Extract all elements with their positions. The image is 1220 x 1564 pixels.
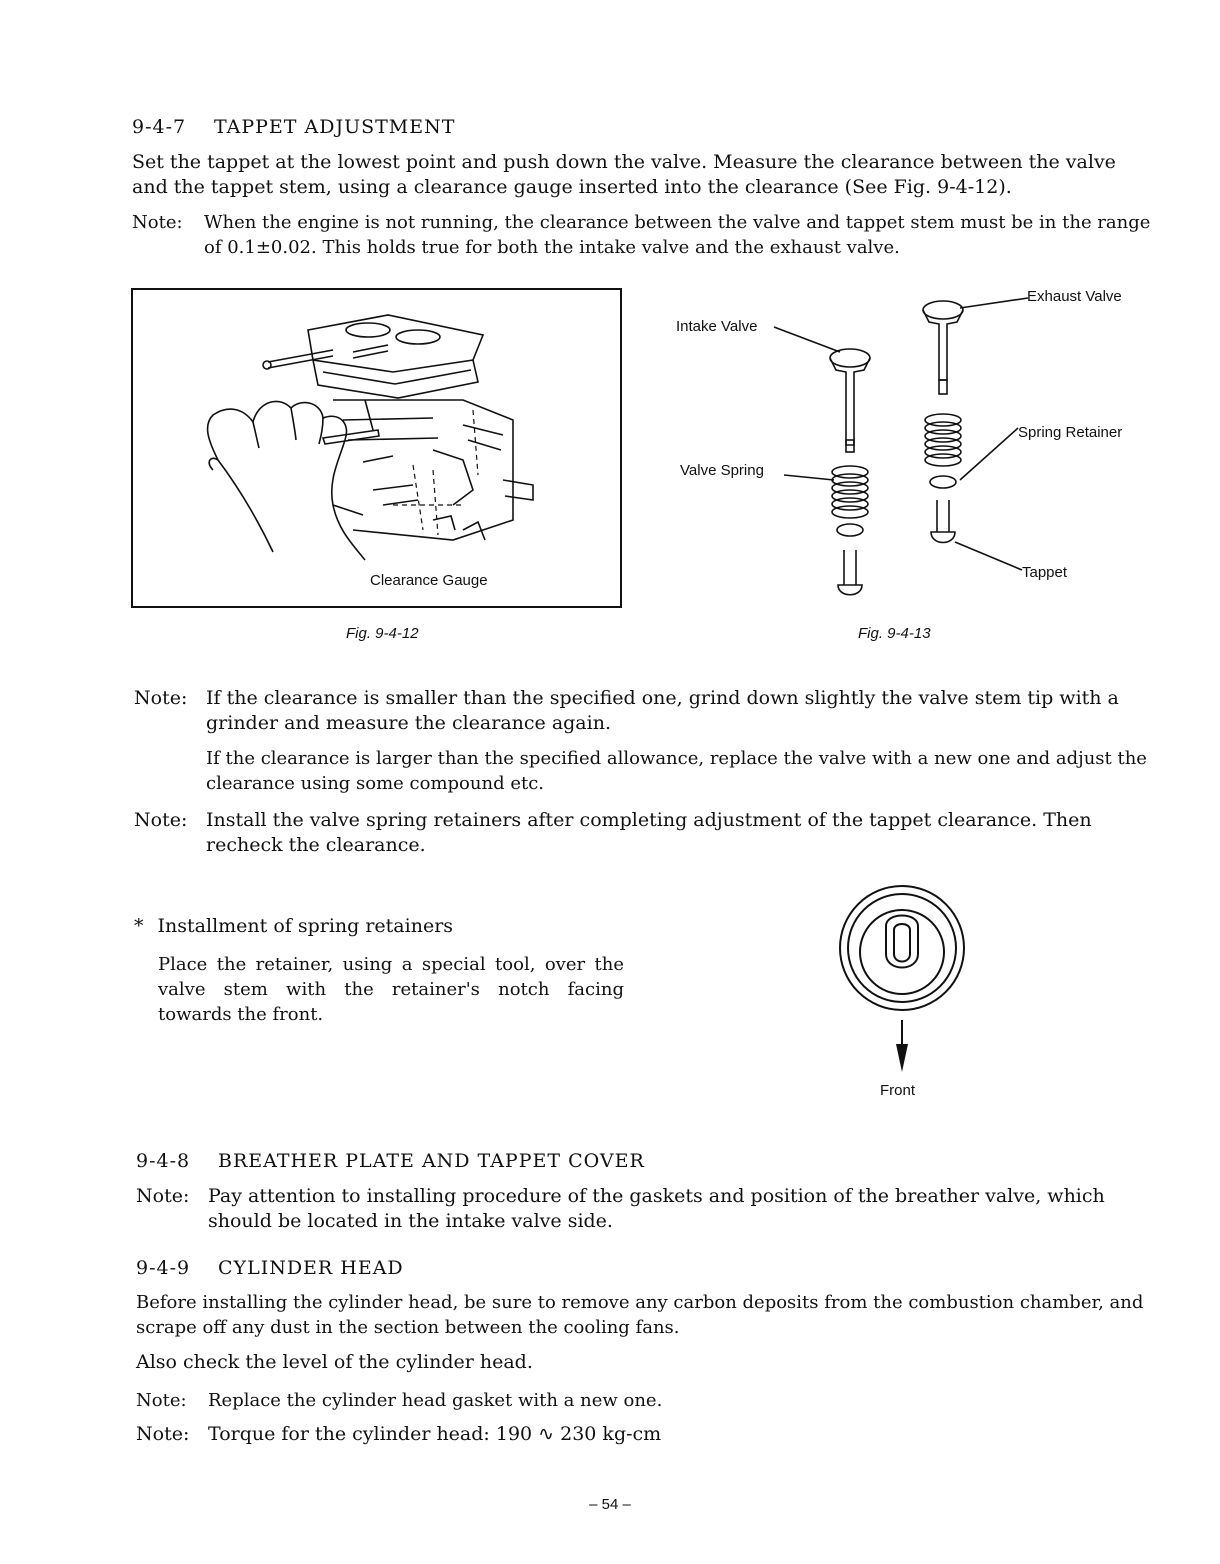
front-label: Front xyxy=(880,1082,916,1099)
note-install-retainers xyxy=(134,808,1154,858)
section-number: 9-4-9 xyxy=(136,1257,191,1279)
note-text: Torque for the cylinder head: 190 ∿ 230 kg-cm xyxy=(208,1423,662,1445)
note-label: Note: xyxy=(132,212,183,233)
cylinder-head-paragraph: Before installing the cylinder head, be sure to remove any carbon deposits from the combustion chamber, and scrape off any dust in the section between the cooling fans. xyxy=(136,1292,1144,1338)
label-valve-spring: Valve Spring xyxy=(680,462,764,479)
intake-valve-drawing xyxy=(830,349,870,595)
label-exhaust-valve: Exhaust Valve xyxy=(1027,288,1122,305)
note-text: Install the valve spring retainers after completing adjustment of the tappet clearance. Then recheck the clearance. xyxy=(206,809,1092,856)
note-text: If the clearance is smaller than the specified one, grind down slightly the valve stem tip with a grinder and measure the clearance again. xyxy=(206,687,1119,734)
note-clearance-smaller xyxy=(134,686,1154,736)
label-spring-retainer: Spring Retainer xyxy=(1018,424,1123,441)
label-intake-valve: Intake Valve xyxy=(676,318,758,335)
leader-intake-valve xyxy=(774,327,840,352)
section-title: BREATHER PLATE AND TAPPET COVER xyxy=(218,1150,645,1172)
section-title: TAPPET ADJUSTMENT xyxy=(214,116,456,138)
tappet-paragraph: Set the tappet at the lowest point and push down the valve. Measure the clearance between the valve and the tappet stem, using a clearance gauge inserted into the clearance (See Fig. 9-4-12). xyxy=(132,151,1116,198)
section-heading-9-4-7 xyxy=(132,116,455,138)
section-number: 9-4-7 xyxy=(132,116,187,138)
leader-valve-spring xyxy=(784,475,834,480)
section-number: 9-4-8 xyxy=(136,1150,191,1172)
front-arrow-icon xyxy=(896,1020,908,1072)
figure-9-4-12-box xyxy=(131,288,622,608)
leader-exhaust-valve xyxy=(960,298,1028,308)
page-number: – 54 – xyxy=(589,1496,631,1513)
engine-illustration xyxy=(133,290,620,606)
note-label: Note: xyxy=(134,687,188,709)
exhaust-valve-drawing xyxy=(923,301,963,543)
install-paragraph: Place the retainer, using a special tool, over the valve stem with the retainer's notch facing towards the front. xyxy=(158,954,624,1025)
leader-spring-retainer xyxy=(960,428,1018,480)
retainer-notch-diagram xyxy=(836,886,976,1076)
figure-caption-9-4-12: Fig. 9-4-12 xyxy=(346,625,419,642)
note-clearance-range xyxy=(132,210,1152,260)
section-heading-9-4-9 xyxy=(136,1257,404,1279)
note-label: Note: xyxy=(136,1390,187,1411)
note-label: Note: xyxy=(136,1185,190,1207)
note-breather-valve xyxy=(136,1184,1156,1234)
note-text: Pay attention to installing procedure of the gaskets and position of the breather valve, which should be located in the intake valve side. xyxy=(208,1185,1105,1232)
clearance-gauge-label: Clearance Gauge xyxy=(370,572,488,589)
note-text: Replace the cylinder head gasket with a new one. xyxy=(208,1390,663,1411)
section-title: CYLINDER HEAD xyxy=(218,1257,404,1279)
cylinder-head-level-paragraph: Also check the level of the cylinder head. xyxy=(136,1351,533,1373)
leader-tappet xyxy=(955,542,1022,570)
figure-caption-9-4-13: Fig. 9-4-13 xyxy=(858,625,931,642)
bullet: * xyxy=(134,915,144,937)
label-tappet: Tappet xyxy=(1022,564,1068,581)
note-replace-gasket xyxy=(136,1388,1156,1413)
note-torque xyxy=(136,1422,1156,1447)
note-label: Note: xyxy=(136,1423,190,1445)
note-label: Note: xyxy=(134,809,188,831)
section-heading-9-4-8 xyxy=(136,1150,645,1172)
note-text: When the engine is not running, the clearance between the valve and tappet stem must be in the range of 0.1±0.02. This holds true for both the intake valve and the exhaust valve. xyxy=(204,212,1151,258)
install-heading xyxy=(134,914,453,939)
note-clearance-larger: If the clearance is larger than the specified allowance, replace the valve with a new one and adjust the clearance using some compound etc. xyxy=(206,748,1147,794)
install-title: Installment of spring retainers xyxy=(157,915,454,937)
